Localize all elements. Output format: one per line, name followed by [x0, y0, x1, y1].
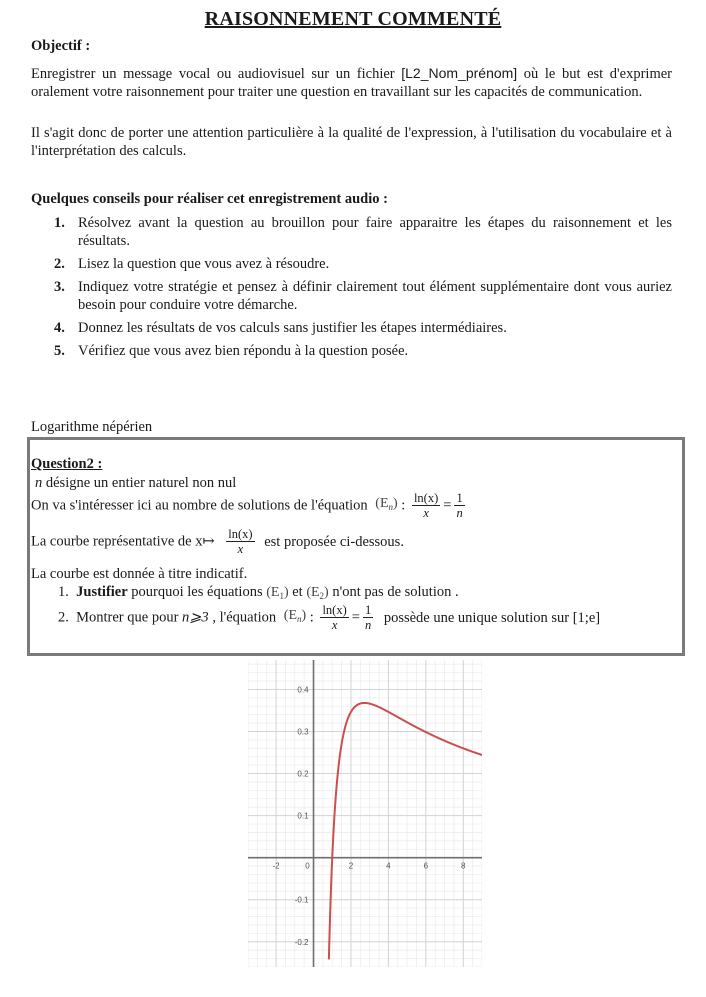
filename-label: [L2_Nom_prénom]	[401, 65, 518, 81]
objectif-text-after: où le but est d'exprimer oralement votre raisonnement pour traiter une question en travaillant sur les capacités de communication.	[31, 66, 672, 100]
svg-text:8: 8	[461, 861, 466, 871]
svg-text:0.3: 0.3	[297, 727, 309, 737]
conseils-list	[54, 214, 672, 365]
mapsto-symbol: ↦	[202, 533, 215, 550]
conseil-item: 4. Donnez les résultats de vos calculs sans justifier les étapes intermédiaires.	[54, 320, 507, 336]
fraction-lnx-over-x: $\frac{\ln(x)}{x}$	[228, 527, 253, 556]
svg-text:2: 2	[348, 861, 354, 871]
objectif-paragraph-1	[31, 64, 672, 101]
svg-text:-0.2: -0.2	[294, 937, 309, 947]
fraction-lnx-over-x: $\frac{\ln(x)}{x}$	[413, 491, 439, 520]
conseil-item: 2. Lisez la question que vous avez à résoudre.	[54, 256, 330, 272]
svg-text:4: 4	[386, 861, 391, 871]
subject-label: Logarithme népérien	[31, 419, 153, 435]
graph-canvas	[248, 660, 482, 967]
equation-label: $(E_n)$	[375, 496, 398, 512]
question-line-4: La courbe est donnée à titre indicatif.	[31, 566, 248, 582]
fraction-1-over-n: $\frac{1}{n}$	[456, 491, 463, 520]
function-curve	[329, 703, 482, 959]
objectif-text-before: Enregistrer un message vocal ou audiovisuel sur un fichier	[31, 66, 402, 82]
svg-text:0.1: 0.1	[297, 811, 309, 821]
svg-text:6: 6	[423, 861, 429, 871]
objectif-paragraph-2: Il s'agit donc de porter une attention particulière à la qualité de l'expression, à l'utilisation du vocabulaire et à l'interprétation des calculs.	[31, 125, 672, 159]
question-line-1: n désigne un entier naturel non nul	[35, 475, 237, 491]
question-line-3: La courbe représentative de x↦ $\frac{\ln(x)}{x}$ est proposée ci-dessous.	[31, 527, 404, 556]
function-graph	[248, 660, 482, 967]
svg-text:0.4: 0.4	[297, 685, 309, 695]
conseil-item: 5. Vérifiez que vous avez bien répondu à la question posée.	[54, 343, 409, 359]
question-item-1: 1. Justifier pourquoi les équations $(E_1)$ et $(E_2)$ n'ont pas de solution .	[58, 584, 459, 601]
svg-text:-2: -2	[272, 861, 280, 871]
conseil-item: 1. Résolvez avant la question au brouillon pour faire apparaitre les étapes du raisonnement et les résultats.	[54, 215, 672, 249]
svg-text:-0.1: -0.1	[294, 895, 309, 905]
question-line-2: On va s'intéresser ici au nombre de solutions de l'équation $(E_n)$ : $\frac{\ln(x)}{x}$ = $\frac{1}{n}$	[31, 491, 463, 520]
question-item-2: 2. Montrer que pour n⩾3 , l'équation $(E_n)$ : $\frac{\ln(x)}{x}$ = $\frac{1}{n}$ possède une unique solution sur [1;e]	[58, 603, 601, 632]
document-title: RAISONNEMENT COMMENTÉ	[204, 8, 502, 30]
question-heading: Question2 :	[31, 456, 103, 472]
conseil-item: 3. Indiquez votre stratégie et pensez à définir clairement tout élément supplémentaire dont vous auriez besoin pour conduire votre démarche.	[54, 279, 672, 313]
svg-text:0: 0	[305, 861, 310, 871]
graph-fade	[248, 967, 482, 997]
svg-text:0.2: 0.2	[297, 769, 309, 779]
conseils-heading: Quelques conseils pour réaliser cet enregistrement audio :	[31, 191, 388, 207]
objectif-heading: Objectif :	[31, 38, 91, 54]
